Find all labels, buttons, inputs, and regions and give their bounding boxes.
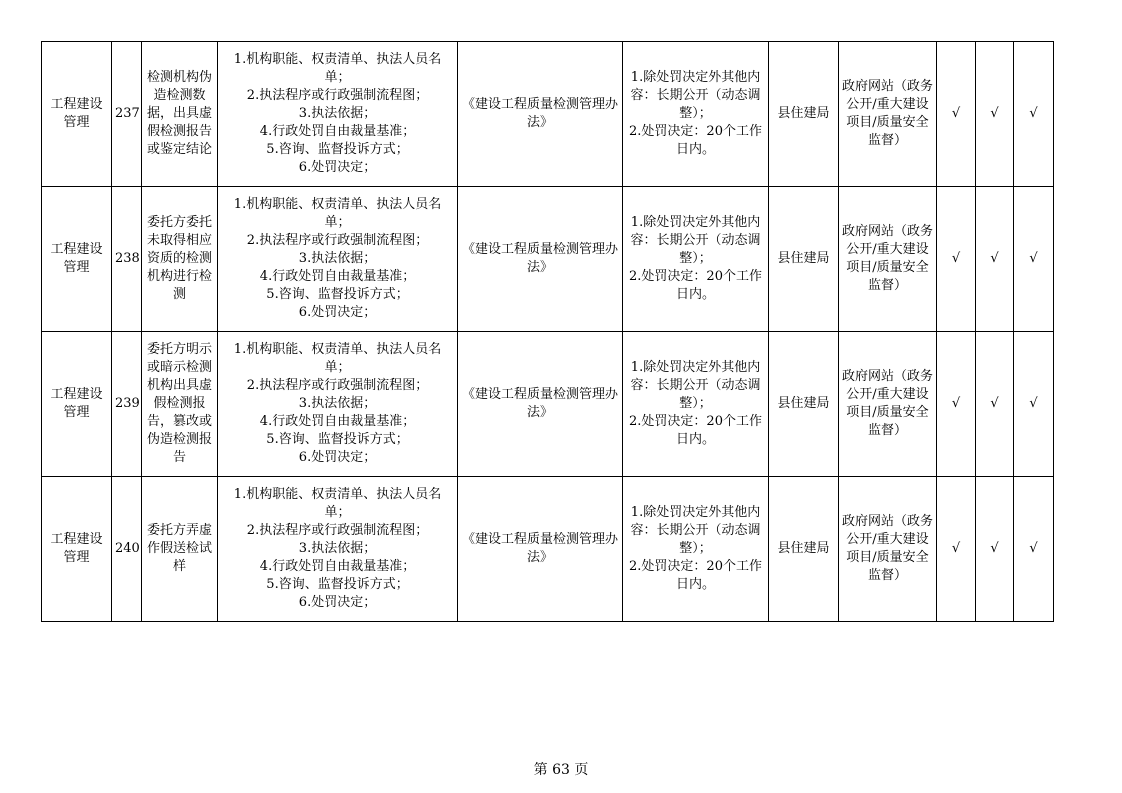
table-row bbox=[42, 42, 1054, 187]
check-icon: √ bbox=[976, 332, 1014, 477]
timing-cell bbox=[623, 187, 769, 332]
matter-cell: 委托方委托未取得相应资质的检测机构进行检测 bbox=[142, 187, 218, 332]
content-line: 3.执法依据； bbox=[298, 106, 377, 121]
content-cell bbox=[218, 332, 458, 477]
number-cell: 239 bbox=[112, 332, 142, 477]
check-icon: √ bbox=[937, 332, 976, 477]
table-row bbox=[42, 187, 1054, 332]
content-line: 1.机构职能、权责清单、执法人员名单； bbox=[233, 52, 442, 85]
content-line: 2.执法程序或行政强制流程图； bbox=[246, 233, 429, 248]
channel-cell: 政府网站（政务公开/重大建设项目/质量安全监督） bbox=[839, 42, 937, 187]
basis-cell: 《建设工程质量检测管理办法》 bbox=[458, 42, 623, 187]
number-cell: 240 bbox=[112, 477, 142, 622]
check-icon: √ bbox=[1014, 477, 1054, 622]
content-line: 5.咨询、监督投诉方式； bbox=[266, 577, 409, 592]
content-line: 5.咨询、监督投诉方式； bbox=[266, 432, 409, 447]
content-cell bbox=[218, 187, 458, 332]
category-cell: 工程建设管理 bbox=[42, 477, 112, 622]
content-line: 4.行政处罚自由裁量基准； bbox=[259, 559, 416, 574]
content-line: 4.行政处罚自由裁量基准； bbox=[259, 414, 416, 429]
content-cell bbox=[218, 42, 458, 187]
category-cell: 工程建设管理 bbox=[42, 332, 112, 477]
content-line: 6.处罚决定； bbox=[298, 305, 377, 320]
timing-line: 2.处罚决定：20个工作日内。 bbox=[629, 124, 762, 157]
timing-line: 1.除处罚决定外其他内容：长期公开（动态调整）； bbox=[630, 215, 761, 266]
disclosure-table bbox=[41, 41, 1054, 622]
check-icon: √ bbox=[976, 477, 1014, 622]
content-line: 6.处罚决定； bbox=[298, 160, 377, 175]
content-line: 2.执法程序或行政强制流程图； bbox=[246, 523, 429, 538]
basis-cell: 《建设工程质量检测管理办法》 bbox=[458, 187, 623, 332]
timing-line: 1.除处罚决定外其他内容：长期公开（动态调整）； bbox=[630, 505, 761, 556]
matter-cell: 检测机构伪造检测数据，出具虚假检测报告或鉴定结论 bbox=[142, 42, 218, 187]
content-line: 4.行政处罚自由裁量基准； bbox=[259, 269, 416, 284]
content-line: 6.处罚决定； bbox=[298, 595, 377, 610]
check-icon: √ bbox=[1014, 187, 1054, 332]
content-line: 3.执法依据； bbox=[298, 251, 377, 266]
table-row bbox=[42, 332, 1054, 477]
check-icon: √ bbox=[976, 42, 1014, 187]
content-line: 2.执法程序或行政强制流程图； bbox=[246, 378, 429, 393]
check-icon: √ bbox=[937, 477, 976, 622]
timing-line: 2.处罚决定：20个工作日内。 bbox=[629, 269, 762, 302]
timing-cell bbox=[623, 42, 769, 187]
table-row bbox=[42, 477, 1054, 622]
content-line: 4.行政处罚自由裁量基准； bbox=[259, 124, 416, 139]
number-cell: 237 bbox=[112, 42, 142, 187]
basis-cell: 《建设工程质量检测管理办法》 bbox=[458, 477, 623, 622]
subject-cell: 县住建局 bbox=[769, 187, 839, 332]
content-line: 5.咨询、监督投诉方式； bbox=[266, 142, 409, 157]
basis-cell: 《建设工程质量检测管理办法》 bbox=[458, 332, 623, 477]
content-line: 3.执法依据； bbox=[298, 541, 377, 556]
content-line: 1.机构职能、权责清单、执法人员名单； bbox=[233, 197, 442, 230]
number-cell: 238 bbox=[112, 187, 142, 332]
content-line: 1.机构职能、权责清单、执法人员名单； bbox=[233, 487, 442, 520]
check-icon: √ bbox=[1014, 332, 1054, 477]
content-line: 5.咨询、监督投诉方式； bbox=[266, 287, 409, 302]
check-icon: √ bbox=[1014, 42, 1054, 187]
content-line: 3.执法依据； bbox=[298, 396, 377, 411]
timing-line: 2.处罚决定：20个工作日内。 bbox=[629, 559, 762, 592]
channel-cell: 政府网站（政务公开/重大建设项目/质量安全监督） bbox=[839, 332, 937, 477]
subject-cell: 县住建局 bbox=[769, 332, 839, 477]
category-cell: 工程建设管理 bbox=[42, 187, 112, 332]
matter-cell: 委托方明示或暗示检测机构出具虚假检测报告，篡改或伪造检测报告 bbox=[142, 332, 218, 477]
check-icon: √ bbox=[937, 187, 976, 332]
matter-cell: 委托方弄虚作假送检试样 bbox=[142, 477, 218, 622]
subject-cell: 县住建局 bbox=[769, 42, 839, 187]
timing-line: 1.除处罚决定外其他内容：长期公开（动态调整）； bbox=[630, 70, 761, 121]
check-icon: √ bbox=[976, 187, 1014, 332]
timing-line: 1.除处罚决定外其他内容：长期公开（动态调整）； bbox=[630, 360, 761, 411]
timing-cell bbox=[623, 477, 769, 622]
content-line: 1.机构职能、权责清单、执法人员名单； bbox=[233, 342, 442, 375]
content-line: 2.执法程序或行政强制流程图； bbox=[246, 88, 429, 103]
category-cell: 工程建设管理 bbox=[42, 42, 112, 187]
subject-cell: 县住建局 bbox=[769, 477, 839, 622]
channel-cell: 政府网站（政务公开/重大建设项目/质量安全监督） bbox=[839, 187, 937, 332]
content-cell bbox=[218, 477, 458, 622]
timing-line: 2.处罚决定：20个工作日内。 bbox=[629, 414, 762, 447]
page-number: 第 63 页 bbox=[533, 762, 589, 778]
timing-cell bbox=[623, 332, 769, 477]
content-line: 6.处罚决定； bbox=[298, 450, 377, 465]
check-icon: √ bbox=[937, 42, 976, 187]
channel-cell: 政府网站（政务公开/重大建设项目/质量安全监督） bbox=[839, 477, 937, 622]
